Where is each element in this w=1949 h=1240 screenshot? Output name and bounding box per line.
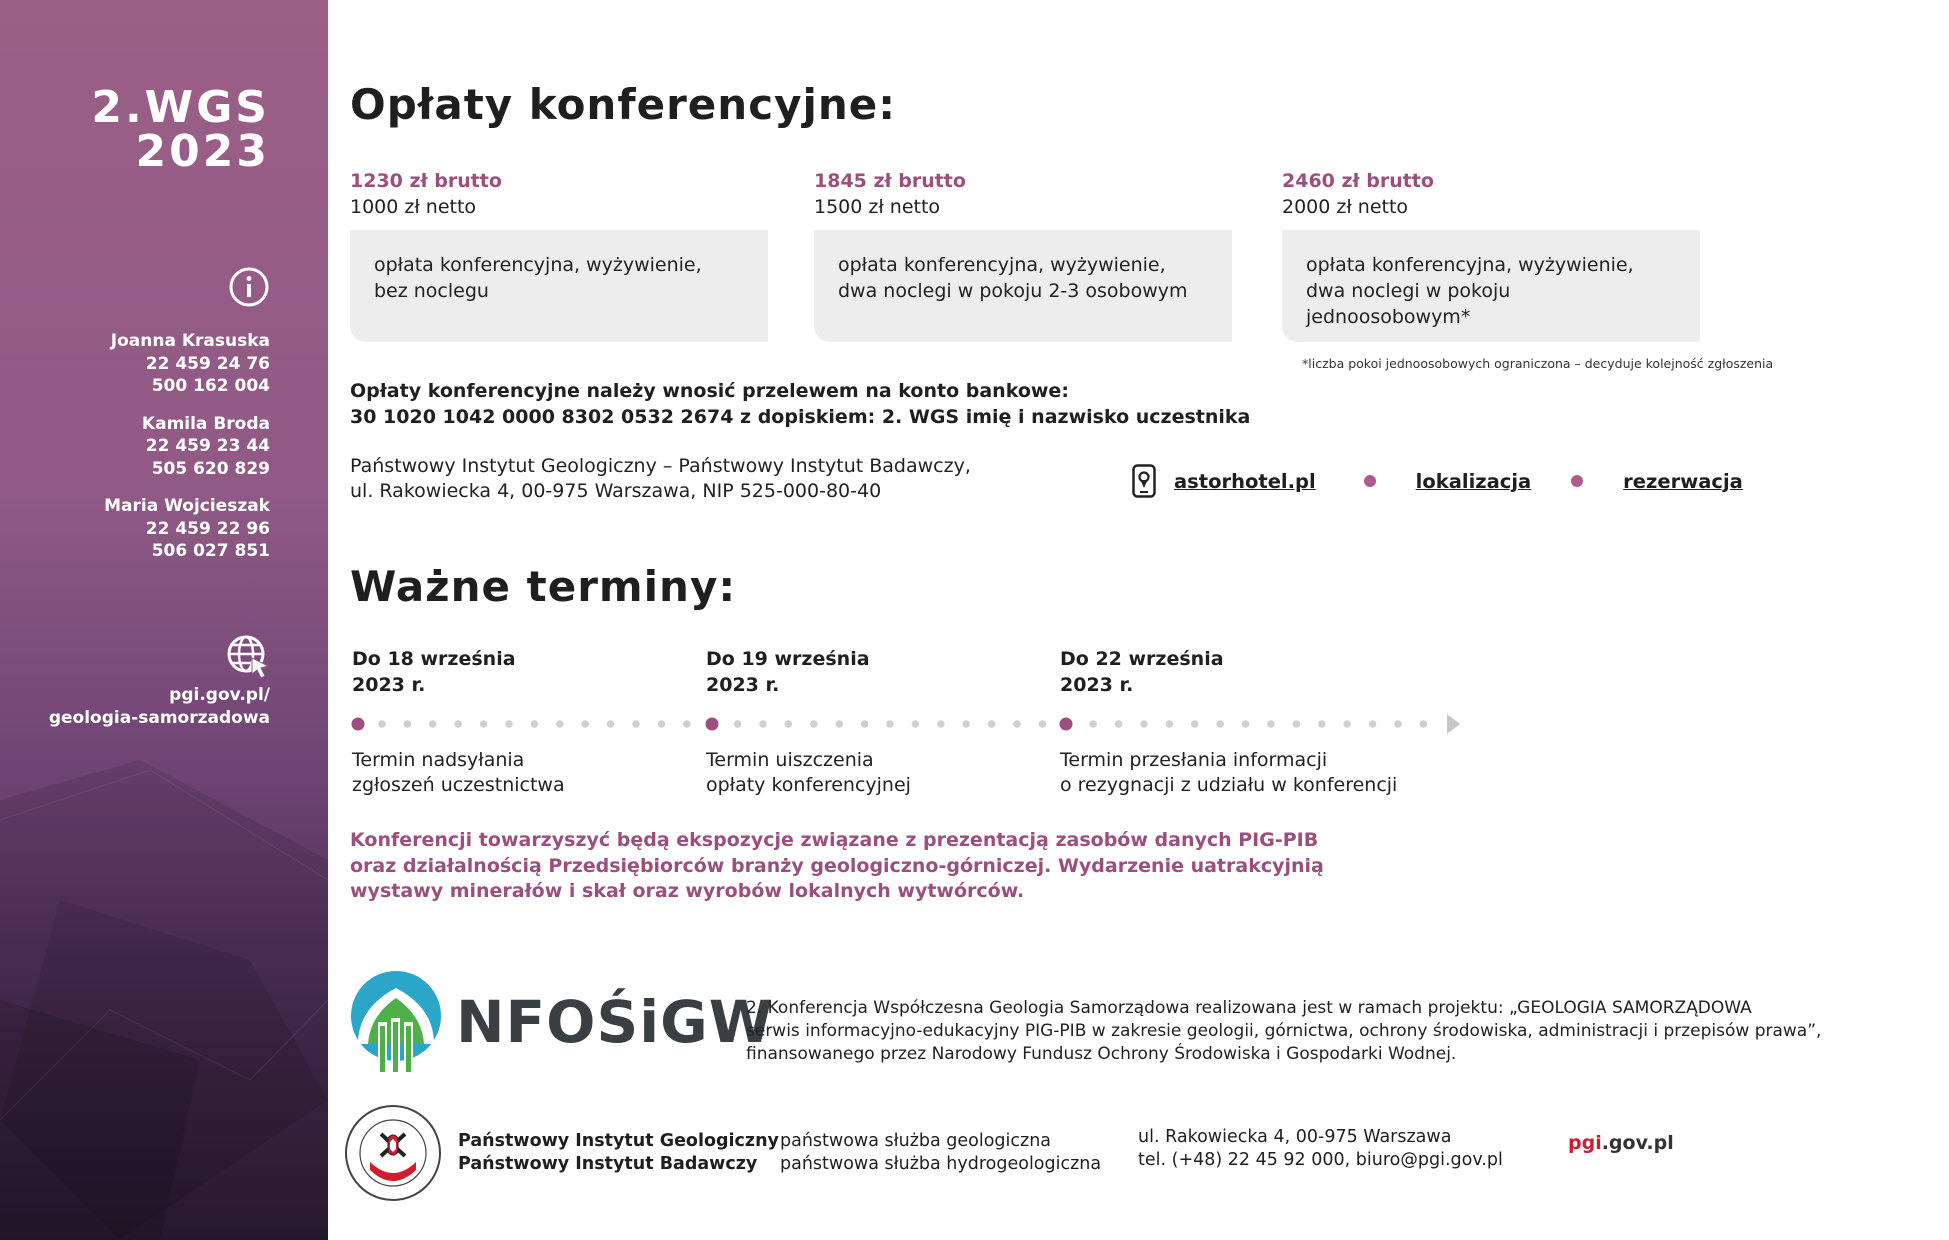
deadline-date (1060, 646, 1224, 698)
main-content (350, 0, 1949, 1240)
timeline-dot (988, 720, 996, 728)
exhibition-note (350, 828, 1324, 905)
price-netto: 1000 zł netto (350, 196, 477, 218)
info-icon (228, 266, 270, 312)
org-name-line1: Państwowy Instytut Geologiczny (458, 1131, 779, 1151)
timeline-dot (454, 720, 462, 728)
price-description-line: opłata konferencyjna, wyżywienie, (1306, 254, 1634, 276)
price-description-line: dwa noclegi w pokoju jednoosobowym* (1306, 280, 1511, 328)
price-description-line: opłata konferencyjna, wyżywienie, (838, 254, 1166, 276)
event-title-line1: 2.WGS (91, 82, 270, 133)
footer-phone-email: tel. (+48) 22 45 92 000, biuro@pgi.gov.pl (1138, 1150, 1503, 1170)
bank-transfer-line1: Opłaty konferencyjne należy wnosić przelewem na konto bankowe: (350, 380, 1069, 402)
timeline-dot (632, 720, 640, 728)
pig-pib-seal-logo (344, 1104, 442, 1202)
timeline-dot (734, 720, 742, 728)
faceted-background (0, 0, 328, 1240)
timeline-dot (1140, 720, 1148, 728)
timeline-dot (1318, 720, 1326, 728)
timeline-dot (1267, 720, 1275, 728)
institute-address (350, 454, 971, 504)
survey-services (780, 1130, 1101, 1176)
location-link[interactable]: lokalizacja (1415, 469, 1532, 493)
price-option (1282, 168, 1700, 342)
timeline (350, 712, 1470, 736)
timeline-dot (581, 720, 589, 728)
contact-phone: 22 459 24 76 (145, 353, 270, 374)
deadline-date-line1: Do 18 września (352, 648, 516, 670)
price-netto: 2000 zł netto (1282, 196, 1409, 218)
sidebar (0, 0, 328, 1240)
price-brutto: 1845 zł brutto (814, 170, 966, 192)
timeline-dot (810, 720, 818, 728)
globe-cursor-icon (226, 634, 270, 682)
contact-mobile: 500 162 004 (151, 376, 270, 396)
deadline-description (1060, 748, 1397, 798)
nfosigw-logo-text: NFOŚiGW (456, 988, 774, 1056)
timeline-milestone-dot (1060, 718, 1073, 731)
nfosigw-logo (350, 968, 774, 1072)
hotel-links (1132, 464, 1743, 498)
fees-heading: Opłaty konferencyjne: (350, 80, 897, 129)
footer-contact (1138, 1126, 1503, 1172)
timeline-dot (1293, 720, 1301, 728)
price-netto: 1500 zł netto (814, 196, 941, 218)
timeline-dot (1089, 720, 1097, 728)
price-option (350, 168, 768, 342)
deadline-date (706, 646, 870, 698)
deadline-date (352, 646, 516, 698)
timeline-arrow-icon (1447, 714, 1460, 734)
exhibition-note-line3: wystawy minerałów i skał oraz wyrobów lokalnych wytwórców. (350, 880, 1025, 902)
timeline-dot (861, 720, 869, 728)
contact-name: Maria Wojcieszak (104, 496, 270, 516)
timeline-dot (1369, 720, 1377, 728)
timeline-dot (937, 720, 945, 728)
timeline-dot (505, 720, 513, 728)
timeline-dot (556, 720, 564, 728)
timeline-dot (912, 720, 920, 728)
event-title (91, 82, 270, 177)
timeline-dot (1216, 720, 1224, 728)
deadline-description (706, 748, 911, 798)
timeline-dot (1039, 720, 1047, 728)
price-brutto: 2460 zł brutto (1282, 170, 1434, 192)
contact-phone: 22 459 23 44 (145, 436, 270, 456)
timeline-dot (404, 720, 412, 728)
price-description-box (1282, 230, 1700, 342)
timeline-dot (759, 720, 767, 728)
timeline-dot (1013, 720, 1021, 728)
timeline-milestone-dot (352, 718, 365, 731)
timeline-dot (1166, 720, 1174, 728)
timeline-dot (785, 720, 793, 728)
exhibition-note-line1: Konferencji towarzyszyć będą ekspozycje związane z prezentacją zasobów danych PIG-PIB (350, 829, 1319, 851)
separator-dot (1364, 475, 1376, 487)
timeline-dot (835, 720, 843, 728)
nfosigw-emblem-icon (350, 968, 446, 1072)
deadline-date-line2: 2023 r. (706, 674, 780, 696)
timeline-dot (378, 720, 386, 728)
deadline-description-line1: Termin przesłania informacji (1060, 749, 1328, 771)
timeline-dot (886, 720, 894, 728)
contact-mobile: 505 620 829 (151, 458, 270, 479)
website-line2: geologia-samorzadowa (48, 708, 270, 728)
timeline-dot (1191, 720, 1199, 728)
timeline-dot (1242, 720, 1250, 728)
contact-list (104, 330, 270, 578)
timeline-dot (480, 720, 488, 728)
footer-address: ul. Rakowiecka 4, 00-975 Warszawa (1138, 1127, 1452, 1147)
timeline-dot (1420, 720, 1428, 728)
price-description-line: dwa noclegi w pokoju 2-3 osobowym (838, 280, 1188, 302)
deadline-description-line2: opłaty konferencyjnej (706, 774, 911, 796)
timeline-dot (607, 720, 615, 728)
pgi-site-red: pgi (1568, 1132, 1602, 1154)
deadline-date-line1: Do 19 września (706, 648, 870, 670)
timeline-dot (1115, 720, 1123, 728)
institute-street: ul. Rakowiecka 4, 00-975 Warszawa, NIP 525-000-80-40 (350, 480, 882, 502)
deadline-description-line1: Termin nadsyłania (352, 749, 525, 771)
contact-entry (104, 495, 270, 563)
pig-pib-name (458, 1130, 779, 1176)
price-description-box (350, 230, 768, 342)
institute-name: Państwowy Instytut Geologiczny – Państwowy Instytut Badawczy, (350, 455, 971, 477)
timeline-dot (1394, 720, 1402, 728)
contact-entry (104, 330, 270, 398)
service-line2: państwowa służba hydrogeologiczna (780, 1154, 1102, 1174)
booking-link[interactable]: rezerwacja (1623, 469, 1743, 493)
project-info (746, 997, 1821, 1066)
deadline-date-line2: 2023 r. (352, 674, 426, 696)
pgi-site-rest: .gov.pl (1601, 1132, 1674, 1154)
price-option (814, 168, 1232, 342)
hotel-website-link[interactable]: astorhotel.pl (1174, 469, 1316, 493)
deadline-date-line2: 2023 r. (1060, 674, 1134, 696)
separator-dot (1571, 475, 1583, 487)
service-line1: państwowa służba geologiczna (780, 1131, 1052, 1151)
contact-phone: 22 459 22 96 (145, 518, 270, 539)
phone-location-icon (1132, 464, 1156, 498)
timeline-dot (683, 720, 691, 728)
single-room-footnote: *liczba pokoi jednoosobowych ograniczona – decyduje kolejność zgłoszenia (1302, 356, 1774, 371)
deadline-description-line2: o rezygnacji z udziału w konferencji (1060, 774, 1398, 796)
project-line3: finansowanego przez Narodowy Fundusz Ochrony Środowiska i Gospodarki Wodnej. (746, 1044, 1457, 1064)
bank-transfer-info (350, 378, 1250, 430)
project-line2: serwis informacyjno-edukacyjny PIG-PIB w zakresie geologii, górnictwa, ochrony środowiska, administracji i przepisów prawa”, (746, 1021, 1822, 1041)
contact-name: Joanna Krasuska (110, 331, 270, 351)
event-title-line2: 2023 (135, 126, 270, 177)
website-link[interactable] (49, 684, 270, 730)
timeline-dot (962, 720, 970, 728)
deadline-description-line2: zgłoszeń uczestnictwa (352, 774, 565, 796)
price-description-line: opłata konferencyjna, wyżywienie, (374, 254, 702, 276)
project-line1: 2. Konferencja Współczesna Geologia Samorządowa realizowana jest w ramach projektu: „GEOLOGIA SAMORZĄDOWA (746, 998, 1752, 1018)
org-name-line2: Państwowy Instytut Badawczy (458, 1154, 758, 1174)
contact-name: Kamila Broda (141, 413, 270, 434)
pgi-website-link[interactable] (1568, 1132, 1674, 1154)
price-description-line: bez noclegu (374, 280, 489, 302)
timeline-milestone-dot (706, 718, 719, 731)
deadlines-heading: Ważne terminy: (350, 562, 737, 611)
website-line1: pgi.gov.pl/ (169, 685, 270, 705)
timeline-dot (658, 720, 666, 728)
contact-entry (104, 413, 270, 481)
deadline-date-line1: Do 22 września (1060, 648, 1224, 670)
price-brutto: 1230 zł brutto (350, 170, 502, 192)
deadline-description-line1: Termin uiszczenia (706, 749, 874, 771)
contact-mobile: 506 027 851 (151, 541, 270, 561)
deadline-description (352, 748, 565, 798)
timeline-dot (429, 720, 437, 728)
timeline-dot (531, 720, 539, 728)
exhibition-note-line2: oraz działalnością Przedsiębiorców branży geologiczno-górniczej. Wydarzenie uatrakcyjnią (350, 854, 1324, 877)
timeline-dot (1343, 720, 1351, 728)
bank-account-line: 30 1020 1042 0000 8302 0532 2674 z dopiskiem: 2. WGS imię i nazwisko uczestnika (350, 406, 1251, 428)
price-description-box (814, 230, 1232, 342)
